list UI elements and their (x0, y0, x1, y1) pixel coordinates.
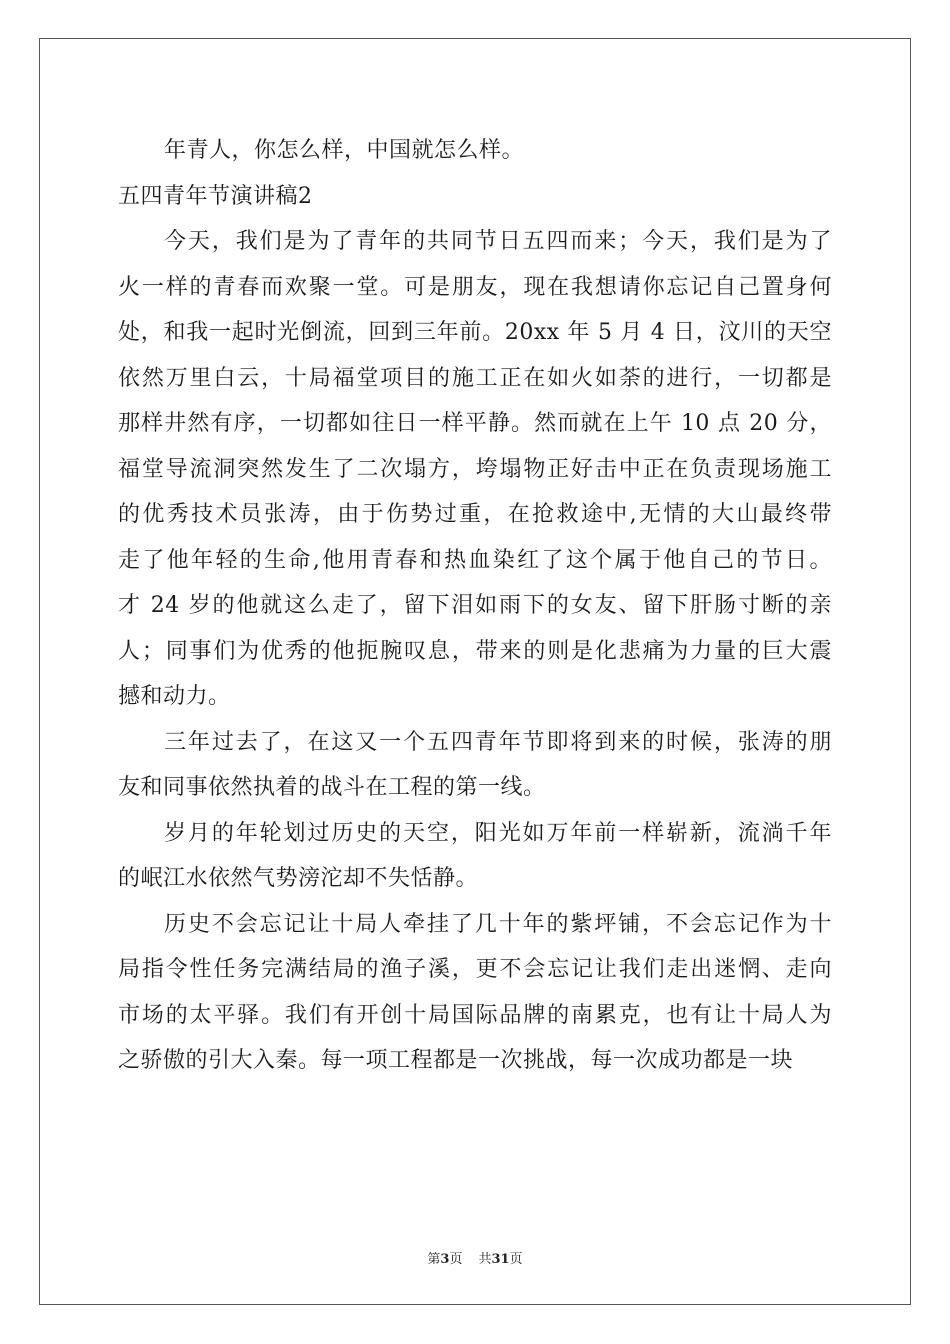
paragraph-line: 局指令性任务完满结局的渔子溪，更不会忘记让我们走出迷惘、走向 (118, 957, 832, 982)
paragraph (118, 811, 832, 902)
paragraph-line: 走了他年轻的生命,他用青春和热血染红了这个属于他自己的节日。 (118, 547, 832, 573)
paragraph-line: 三年过去了，在这又一个五四青年节即将到来的时候，张涛的朋 (164, 729, 832, 755)
paragraph (118, 902, 832, 1084)
document-body (118, 128, 832, 1084)
section-heading: 五四青年节演讲稿2 (118, 183, 313, 209)
paragraph-line: 那样井然有序，一切都如往日一样平静。然而就在上午 10 点 20 分， (118, 411, 832, 436)
footer-total-number: 31 (491, 1252, 510, 1267)
paragraph-line: 人；同事们为优秀的他扼腕叹息，带来的则是化悲痛为力量的巨大震 (118, 638, 832, 664)
paragraph (118, 128, 832, 174)
paragraph-line: 市场的太平驿。我们有开创十局国际品牌的南累克，也有让十局人为 (118, 1002, 832, 1028)
paragraph-line: 火一样的青春而欢聚一堂。可是朋友，现在我想请你忘记自己置身何 (118, 274, 832, 300)
footer-page-number: 3 (440, 1252, 450, 1267)
paragraph-line: 今天，我们是为了青年的共同节日五四而来；今天，我们是为了 (164, 229, 832, 254)
paragraph-line: 友和同事依然执着的战斗在工程的第一线。 (118, 775, 546, 800)
paragraph-line: 岁月的年轮划过历史的天空，阳光如万年前一样崭新，流淌千年 (164, 820, 832, 846)
paragraph (118, 720, 832, 811)
page-footer (0, 1248, 950, 1267)
paragraph-line: 撼和动力。 (118, 684, 231, 709)
footer-page-prefix: 第 (427, 1252, 441, 1267)
paragraph (118, 219, 832, 720)
paragraph-line: 的岷江水依然气势滂沱却不失恬静。 (118, 866, 479, 891)
footer-total-suffix: 页 (509, 1252, 523, 1267)
footer-total-prefix: 共 (478, 1252, 492, 1267)
paragraph-line: 的优秀技术员张涛，由于伤势过重，在抢救途中,无情的大山最终带 (118, 502, 832, 527)
footer-page-suffix: 页 (449, 1252, 463, 1267)
paragraph-line: 福堂导流洞突然发生了二次塌方，垮塌物正好击中正在负责现场施工 (118, 456, 832, 482)
paragraph-line: 年青人，你怎么样，中国就怎么样。 (164, 138, 525, 163)
paragraph-line: 处，和我一起时光倒流，回到三年前。20xx 年 5 月 4 日，汶川的天空 (118, 320, 832, 345)
paragraph-line: 之骄傲的引大入秦。每一项工程都是一次挑战，每一次成功都是一块 (118, 1048, 794, 1073)
paragraph-line: 依然万里白云，十局福堂项目的施工正在如火如荼的进行，一切都是 (118, 365, 832, 391)
paragraph-line: 才 24 岁的他就这么走了，留下泪如雨下的女友、留下肝肠寸断的亲 (118, 593, 832, 618)
paragraph-line: 历史不会忘记让十局人牵挂了几十年的紫坪铺，不会忘记作为十 (164, 911, 832, 937)
